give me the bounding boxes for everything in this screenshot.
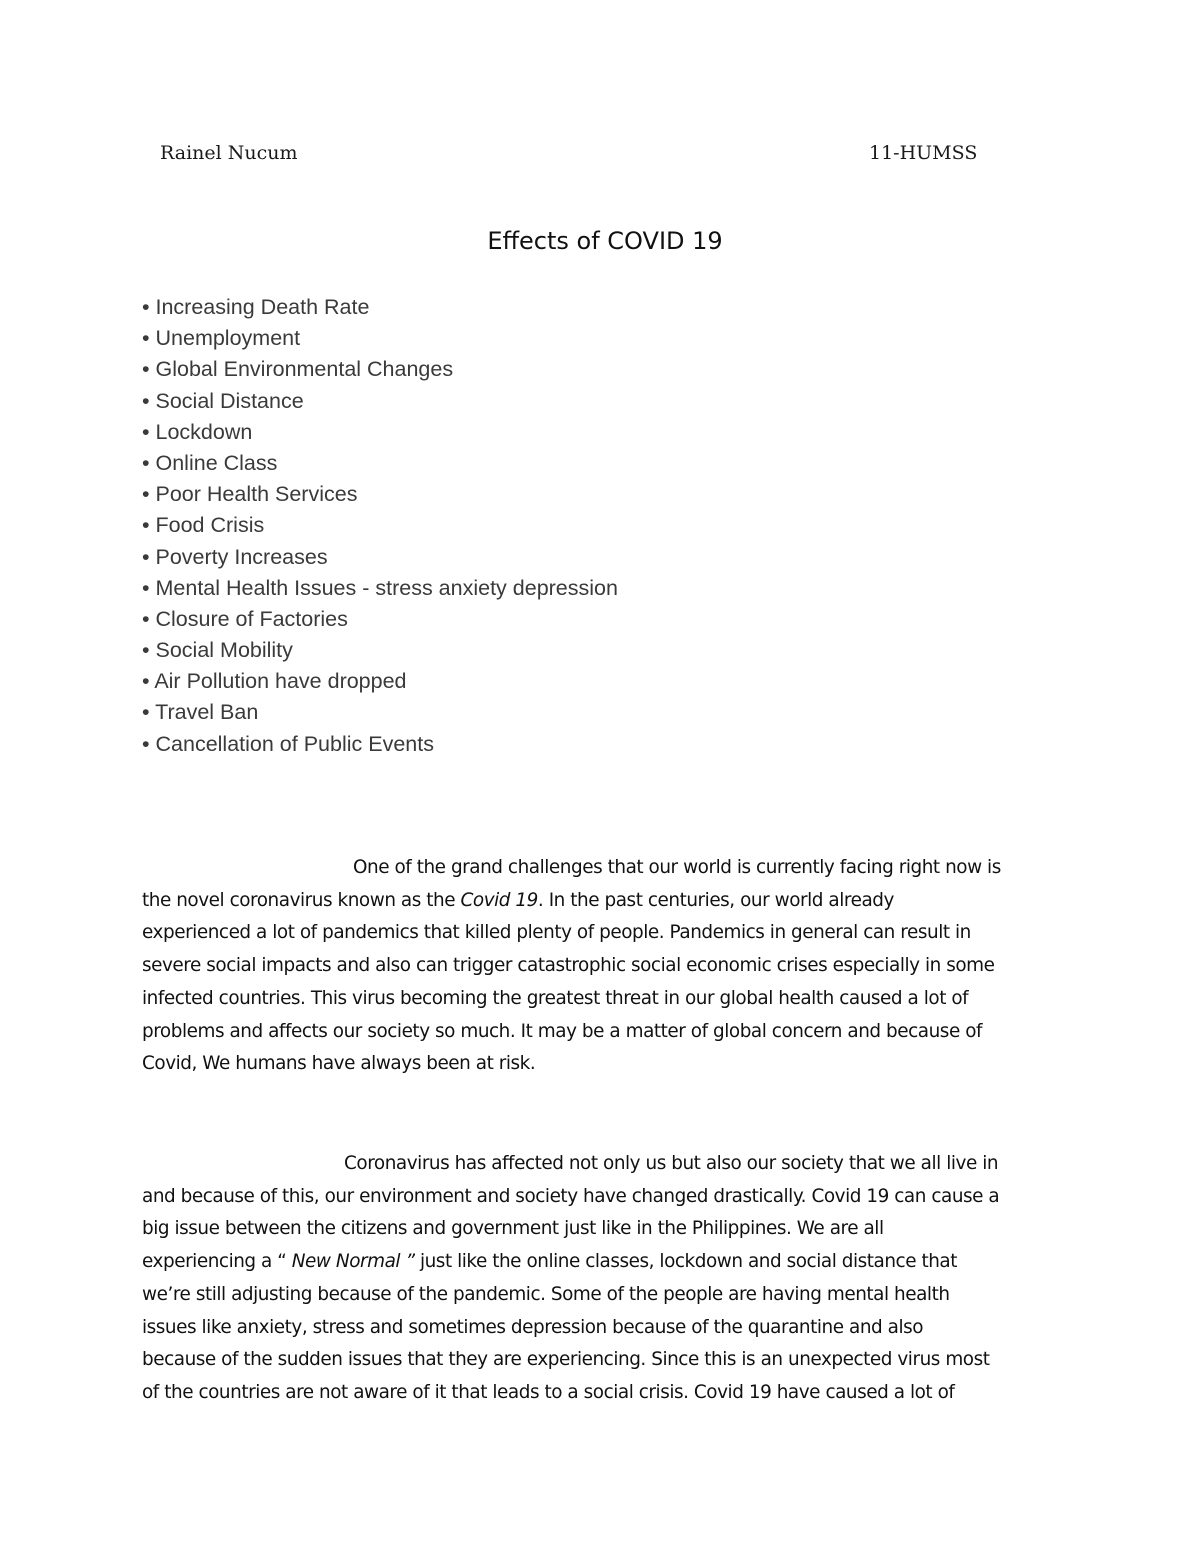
text-run: the novel coronavirus known as the [142,889,461,911]
paragraph-line [142,1246,1072,1279]
paragraph-line: severe social impacts and also can trigger catastrophic social economic crises especially in some [142,955,995,977]
paragraph-line: Coronavirus has affected not only us but also our society that we all live in [344,1153,999,1174]
list-item: • Mental Health Issues - stress anxiety depression [142,575,618,600]
paragraph-line: experienced a lot of pandemics that killed plenty of people. Pandemics in general can result in [142,922,971,944]
list-item: • Closure of Factories [142,606,348,631]
list-item: • Cancellation of Public Events [142,731,434,756]
paragraph-line: Covid, We humans have always been at risk. [142,1053,536,1075]
paragraph-line: of the countries are not aware of it that leads to a social crisis. Covid 19 have caused a lot of [142,1381,955,1403]
list-item: • Global Environmental Changes [142,357,454,382]
paragraph-intro [142,852,1072,1081]
list-item: • Social Mobility [142,638,293,663]
paragraph-line: and because of this, our environment and society have changed drastically. Covid 19 can cause a [142,1185,1000,1207]
list-item: • Food Crisis [142,513,265,538]
text-run: . In the past centuries, our world already [537,889,894,911]
list-item: • Poor Health Services [142,482,358,507]
list-item: • Lockdown [142,419,253,444]
paragraph-line: One of the grand challenges that our world is currently facing right now is [353,857,1001,878]
paragraph-line: infected countries. This virus becoming the greatest threat in our global health caused a lot of [142,987,969,1009]
paragraph-line [142,885,1072,918]
list-item: • Increasing Death Rate [142,295,370,319]
paragraph-line: issues like anxiety, stress and sometimes depression because of the quarantine and also [142,1316,924,1338]
class-section: 11-HUMSS [869,142,978,164]
paragraph-line: because of the sudden issues that they are experiencing. Since this is an unexpected virus most [142,1349,990,1371]
text-run: experiencing a “ [142,1251,292,1273]
document-title: Effects of COVID 19 [487,227,723,255]
list-item: • Unemployment [142,326,301,351]
list-item: • Poverty Increases [142,544,328,569]
effects-list [142,292,618,760]
list-item: • Online Class [142,450,278,475]
paragraph-body [142,1148,1072,1410]
paragraph-line: big issue between the citizens and government just like in the Philippines. We are all [142,1218,884,1240]
text-run: just like the online classes, lockdown and social distance that [414,1251,958,1273]
list-item: • Air Pollution have dropped [142,669,407,694]
emphasis-text: Covid 19 [460,889,538,911]
paragraph-line: we’re still adjusting because of the pandemic. Some of the people are having mental health [142,1283,950,1305]
emphasis-text: New Normal ” [291,1251,415,1273]
author-name: Rainel Nucum [160,142,298,164]
paragraph-line: problems and affects our society so much. It may be a matter of global concern and because of [142,1020,983,1042]
list-item: • Social Distance [142,388,304,413]
list-item: • Travel Ban [142,700,259,725]
